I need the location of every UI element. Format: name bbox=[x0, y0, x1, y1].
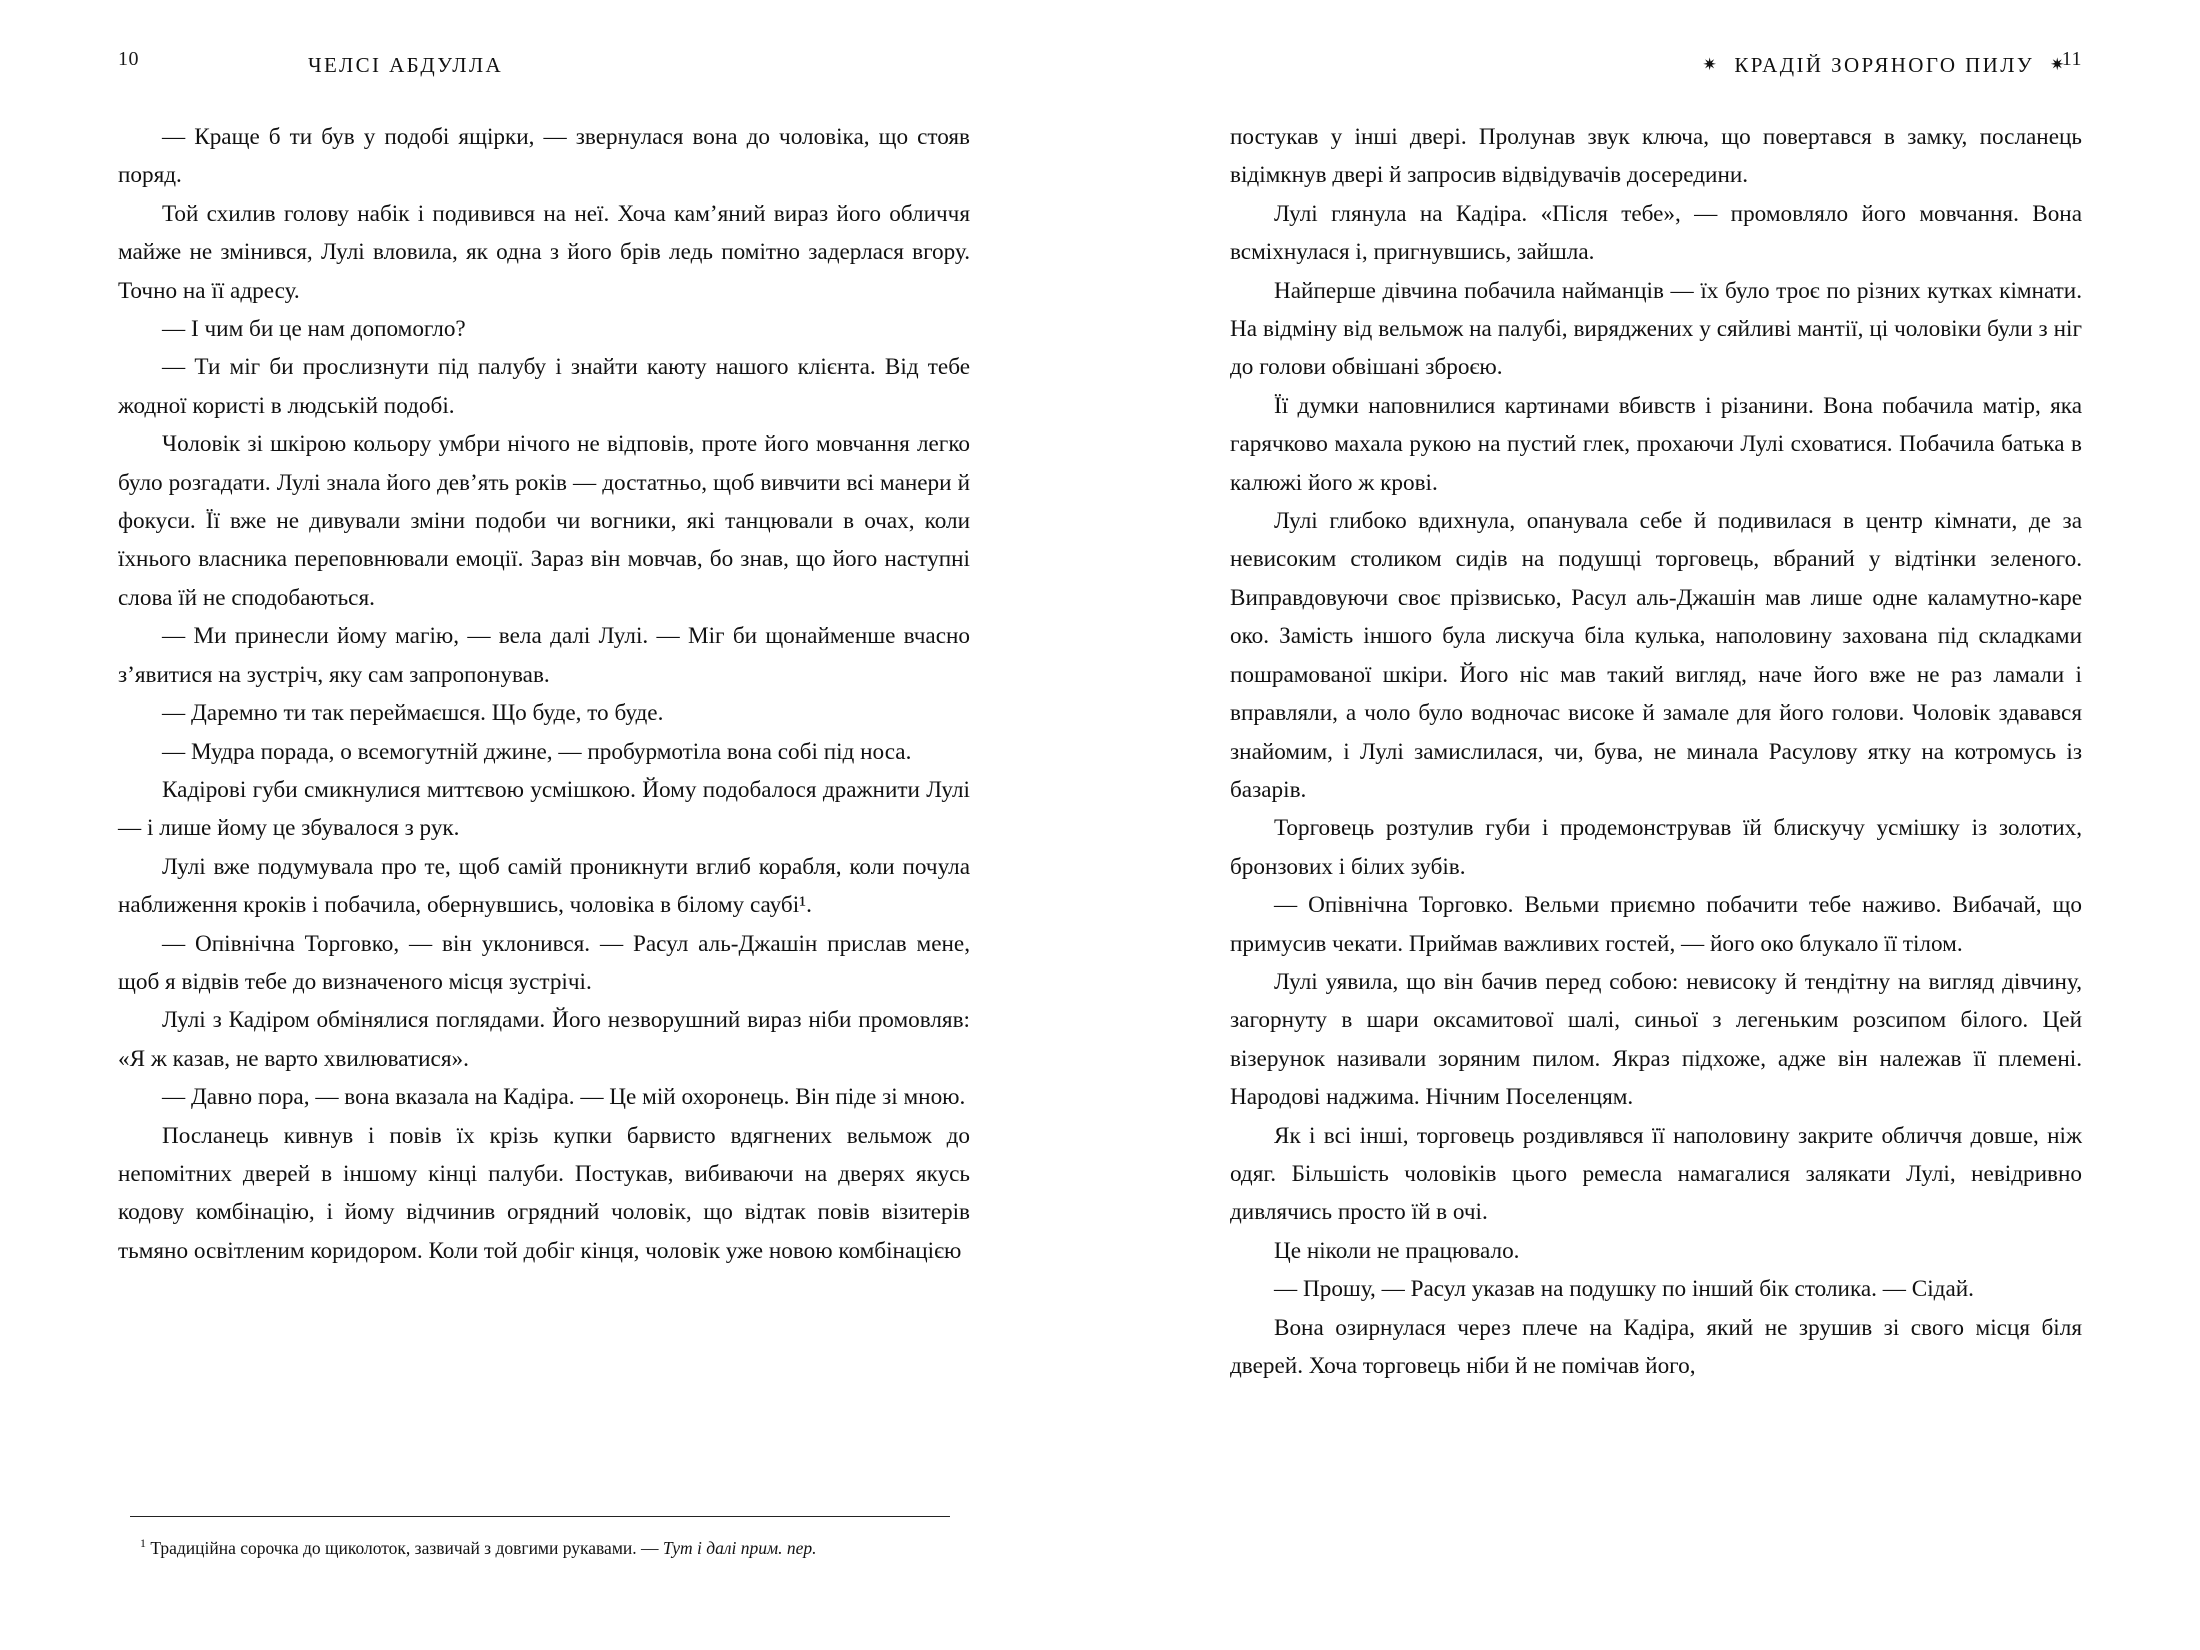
footnote bbox=[118, 1533, 970, 1564]
paragraph: — Прошу, — Расул указав на подушку по інший бік столика. — Сідай. bbox=[1274, 1276, 1974, 1303]
right-running-head-title: КРАДІЙ ЗОРЯНОГО ПИЛУ bbox=[1734, 52, 2035, 77]
paragraph: Лулі глянула на Кадіра. «Після тебе», — промовляло його мовчання. Вона всміхнулася і, пригнувшись, зайшла. bbox=[1230, 200, 2082, 266]
paragraph: — Ти міг би прослизнути під палубу і знайти каюту нашого клієнта. Від тебе жодної користі в людській подобі. bbox=[118, 354, 970, 419]
paragraph: — Краще б ти був у подобі ящірки, — звернулася вона до чоловіка, що стояв поряд. bbox=[118, 124, 970, 189]
left-page-folio: 10 bbox=[118, 48, 139, 70]
paragraph: Той схилив голову набік і подивився на неї. Хоча кам’яний вираз його обличчя майже не змінився, Лулі вловила, як одна з його брів ледь помітно задерлася вгору. Точно на її адресу. bbox=[118, 200, 970, 304]
paragraph-continuation: постукав у інші двері. Пролунав звук ключа, що повертався в замку, посланець відімкнув двері й запросив відвідувачів досередини. bbox=[1230, 124, 2082, 189]
paragraph: — Ми принесли йому магію, — вела далі Лулі. — Міг би щонайменше вчасно з’явитися на зустріч, яку сам запропонував. bbox=[118, 623, 970, 688]
footnote-separator bbox=[130, 1516, 950, 1517]
footnote-marker: 1 bbox=[140, 1536, 146, 1551]
right-page-inner bbox=[1230, 0, 2082, 1650]
star-ornament-icon: ✷ bbox=[2050, 54, 2066, 74]
left-running-head-title: ЧЕЛСІ АБДУЛЛА bbox=[308, 52, 504, 77]
paragraph: Вона озирнулася через плече на Кадіра, який не зрушив зі свого місця біля дверей. Хоча торговець ніби й не помічав його, bbox=[1230, 1314, 2082, 1379]
right-running-head bbox=[1230, 50, 2082, 80]
paragraph: Посланець кивнув і повів їх крізь купки барвисто вдягнених вельмож до непомітних дверей в іншому кінці палуби. Постукав, вибиваючи на дверях якусь кодову комбінацію, і йому відчинив огрядний чоловік, що відтак повів візитерів тьмяно освітленим коридором. Коли той добіг кінця, чоловік уже новою комбінацією bbox=[118, 1122, 970, 1264]
star-ornament-icon: ✷ bbox=[1702, 54, 1719, 74]
paragraph: — Даремно ти так переймаєшся. Що буде, то буде. bbox=[162, 700, 664, 727]
footnote-area bbox=[118, 1516, 970, 1564]
right-page-folio: 11 bbox=[2061, 48, 2082, 70]
left-page-inner bbox=[118, 0, 970, 1650]
paragraph: Лулі з Кадіром обмінялися поглядами. Його незворушний вираз ніби промовляв: «Я ж казав, не варто хвилюватися». bbox=[118, 1007, 970, 1072]
right-page bbox=[1100, 0, 2200, 1650]
footnote-text: Традиційна сорочка до щиколоток, зазвичай з довгими рукавами. — bbox=[150, 1538, 663, 1558]
footnote-attribution: Тут і далі прим. пер. bbox=[662, 1538, 817, 1558]
paragraph: Найперше дівчина побачила найманців — їх було троє по різних кутках кімнати. На відміну від вельмож на палубі, виряджених у сяйливі мантії, ці чоловіки були з ніг до голови обвішані зброєю. bbox=[1230, 277, 2082, 381]
paragraph: — І чим би це нам допомогло? bbox=[162, 316, 466, 343]
paragraph: Її думки наповнилися картинами вбивств і різанини. Вона побачила матір, яка гарячково махала рукою на пустий глек, прохаючи Лулі сховатися. Побачила батька в калюжі його ж крові. bbox=[1230, 392, 2082, 496]
paragraph: — Опівнічна Торговко, — він уклонився. — Расул аль-Джашін прислав мене, щоб я відвів тебе до визначеного місця зустрічі. bbox=[118, 930, 970, 995]
right-page-text-column bbox=[1230, 118, 2082, 1385]
paragraph: — Давно пора, — вона вказала на Кадіра. — Це мій охоронець. Він піде зі мною. bbox=[162, 1084, 966, 1111]
paragraph: Це ніколи не працювало. bbox=[1274, 1237, 1520, 1264]
paragraph: Лулі вже подумувала про те, щоб самій проникнути вглиб корабля, коли почула наближення кроків і побачила, обернувшись, чоловіка в білому саубі¹. bbox=[118, 853, 970, 919]
paragraph: Торговець розтулив губи і продемонстрував їй блискучу усмішку із золотих, бронзових і білих зубів. bbox=[1230, 815, 2082, 880]
paragraph: — Мудра порада, о всемогутній джине, — пробурмотіла вона собі під носа. bbox=[162, 738, 912, 765]
paragraph: Як і всі інші, торговець роздивлявся її наполовину закрите обличчя довше, ніж одяг. Більшість чоловіків цього ремесла намагалися залякати Лулі, невідривно дивлячись просто їй в очі. bbox=[1230, 1122, 2082, 1226]
paragraph: — Опівнічна Торговко. Вельми приємно побачити тебе наживо. Вибачай, що примусив чекати. Приймав важливих гостей, — його око блукало її тілом. bbox=[1230, 892, 2082, 957]
left-page-text-column bbox=[118, 118, 970, 1270]
paragraph: Лулі глибоко вдихнула, опанувала себе й подивилася в центр кімнати, де за невисоким столиком сидів на подушці торговець, вбраний у відтінки зеленого. Виправдовуючи своє прізвисько, Расул аль-Джашін мав лише одне каламутно-каре око. Замість іншого була лискуча біла кулька, наполовину захована під складками пошрамованої шкіри. Його ніс мав такий вигляд, наче його вже не раз ламали і вправляли, а чоло було водночас високе й замале для його голови. Чоловік здавався знайомим, і Лулі замислилася, чи, бува, не минала Расулову ятку на котромусь із базарів. bbox=[1230, 508, 2082, 803]
paragraph: Лулі уявила, що він бачив перед собою: невисоку й тендітну на вигляд дівчину, загорнуту в шари оксамитової шалі, синьої з легеньким розсипом білого. Цей візерунок називали зоряним пилом. Якраз підхоже, адже він належав її племені. Народові наджима. Нічним Поселенцям. bbox=[1230, 968, 2082, 1111]
left-running-head bbox=[118, 50, 970, 80]
paragraph: Кадірові губи смикнулися миттєвою усмішкою. Йому подобалося дражнити Лулі — і лише йому це збувалося з рук. bbox=[118, 776, 970, 842]
paragraph: Чоловік зі шкірою кольору умбри нічого не відповів, проте його мовчання легко було розгадати. Лулі знала його дев’ять років — достатньо, щоб вивчити всі манери й фокуси. Її вже не дивували зміни подоби чи вогники, які танцювали в очах, коли їхнього власника переповнювали емоції. Зараз він мовчав, бо знав, що його наступні слова їй не сподобаються. bbox=[118, 431, 970, 611]
